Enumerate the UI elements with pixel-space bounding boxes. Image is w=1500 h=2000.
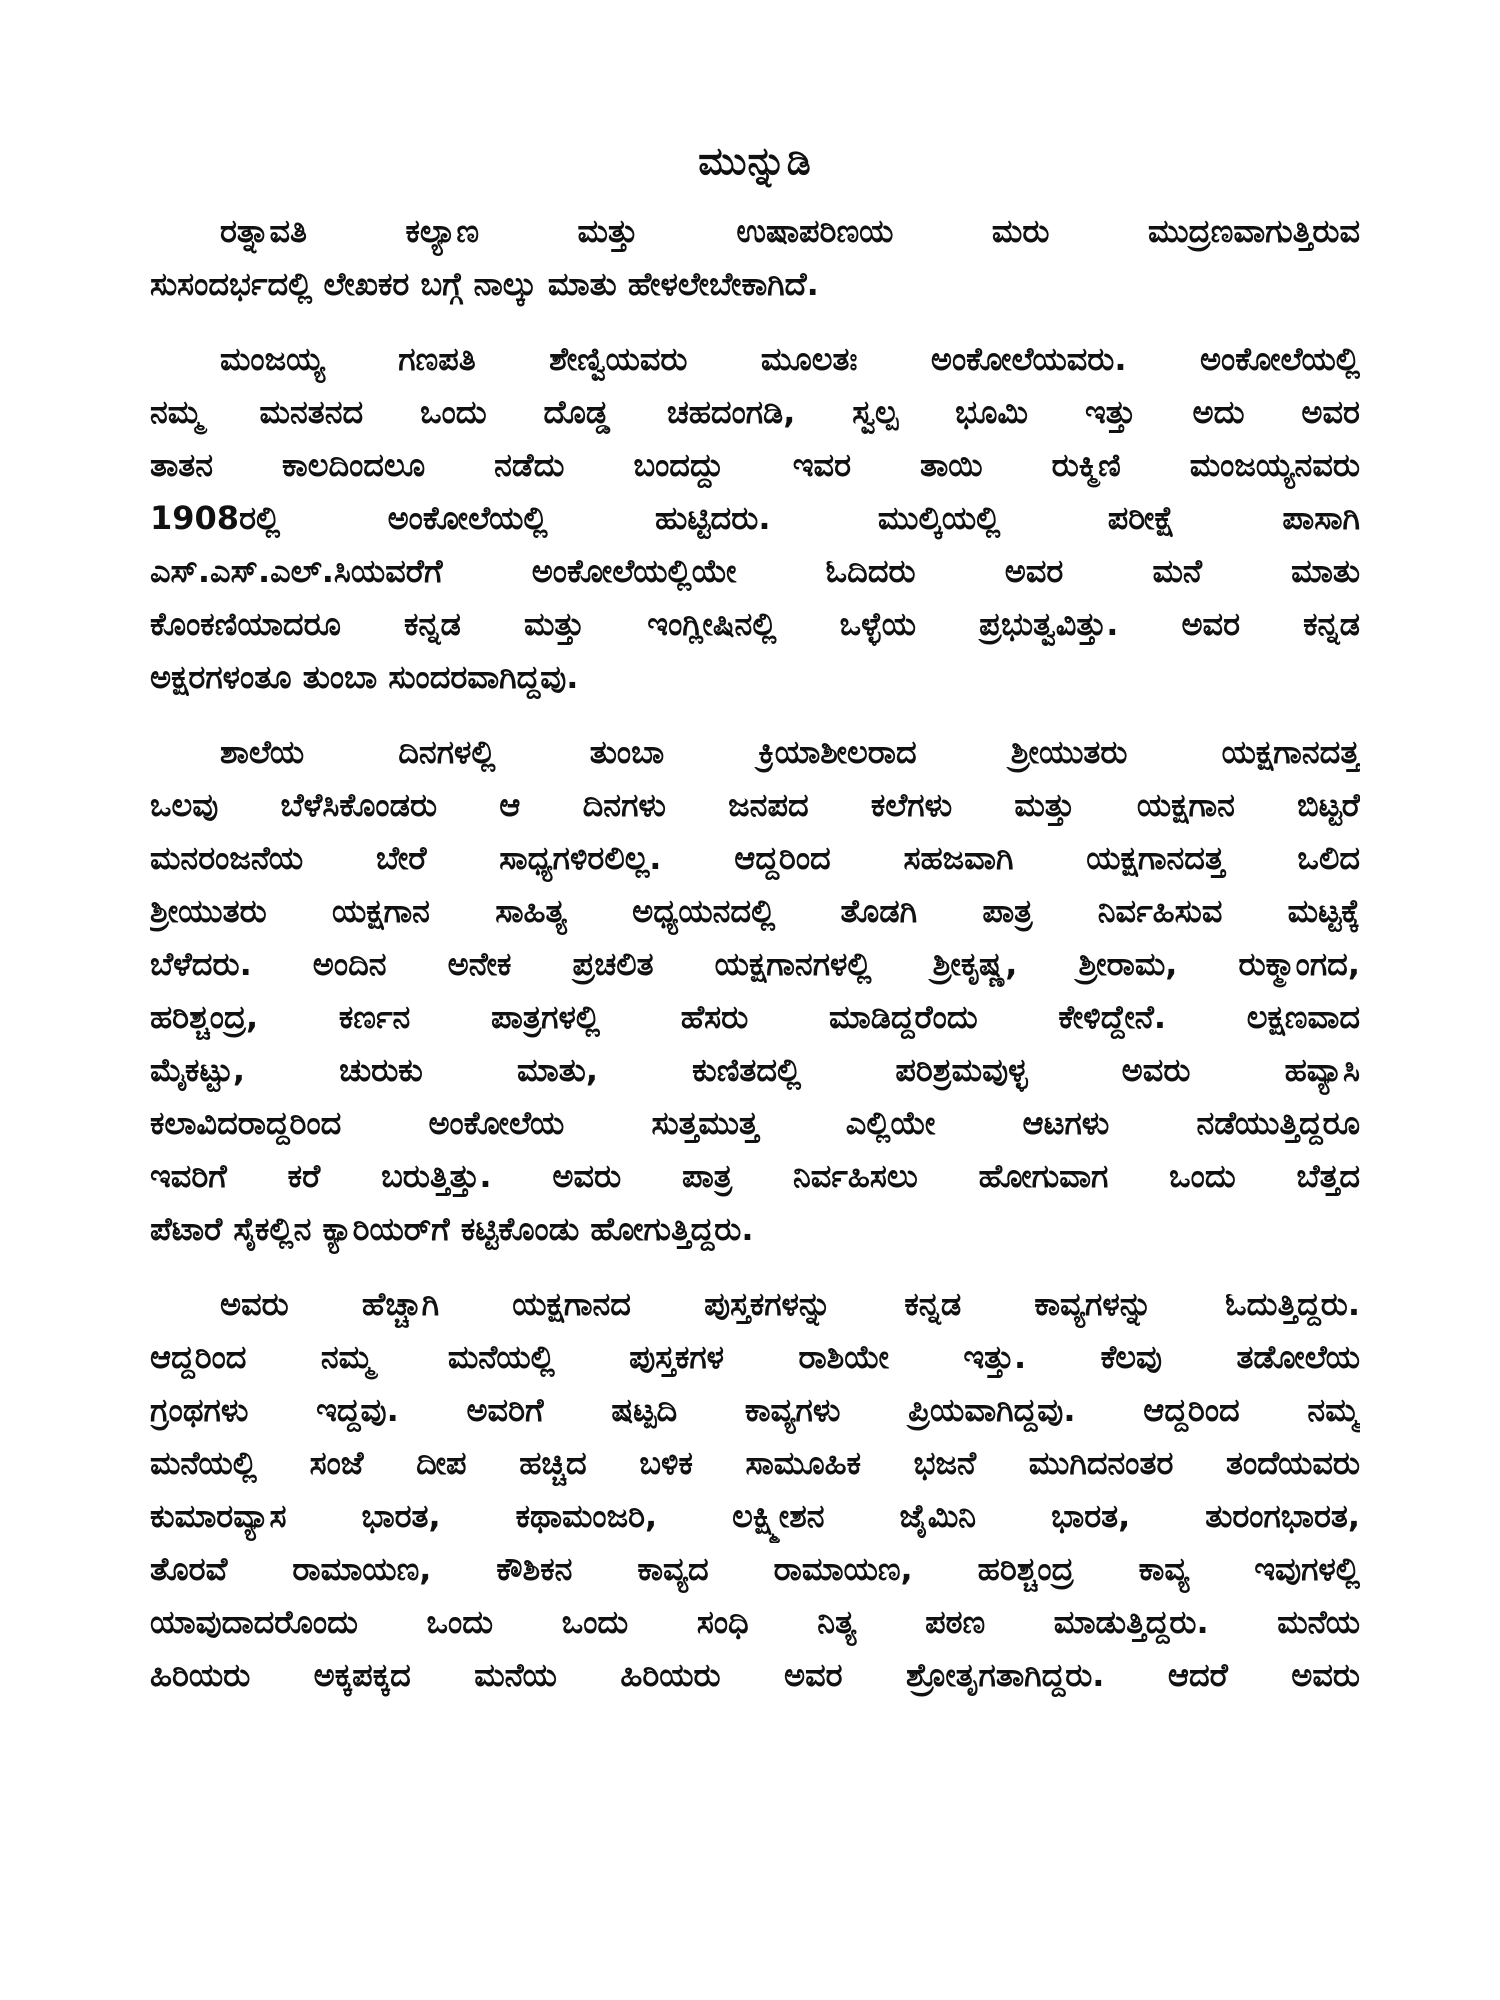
paragraph-1 <box>150 205 1360 311</box>
paragraph-line: ಸುಸಂದರ್ಭದಲ್ಲಿ ಲೇಖಕರ ಬಗ್ಗೆ ನಾಲ್ಕು ಮಾತು ಹೇಳಲೇಬೇಕಾಗಿದೆ. <box>150 265 819 303</box>
paragraph-line: ಇವರಿಗೆ ಕರೆ ಬರುತ್ತಿತ್ತು. ಅವರು ಪಾತ್ರ ನಿರ್ವಹಿಸಲು ಹೋಗುವಾಗ ಒಂದು ಬೆತ್ತದ <box>150 1157 1360 1195</box>
paragraph-line: ಅವರು ಹೆಚ್ಚಾಗಿ ಯಕ್ಷಗಾನದ ಪುಸ್ತಕಗಳನ್ನು ಕನ್ನಡ ಕಾವ್ಯಗಳನ್ನು ಓದುತ್ತಿದ್ದರು. <box>220 1285 1360 1323</box>
paragraph-line: ಶಾಲೆಯ ದಿನಗಳಲ್ಲಿ ತುಂಬಾ ಕ್ರಿಯಾಶೀಲರಾದ ಶ್ರೀಯುತರು ಯಕ್ಷಗಾನದತ್ತ <box>220 733 1360 771</box>
paragraph-line: ಯಾವುದಾದರೊಂದು ಒಂದು ಒಂದು ಸಂಧಿ ನಿತ್ಯ ಪಠಣ ಮಾಡುತ್ತಿದ್ದರು. ಮನೆಯ <box>150 1603 1360 1641</box>
paragraph-line: ಹಿರಿಯರು ಅಕ್ಕಪಕ್ಕದ ಮನೆಯ ಹಿರಿಯರು ಅವರ ಶ್ರೋತೃಗತಾಗಿದ್ದರು. ಆದರೆ ಅವರು <box>150 1656 1360 1694</box>
paragraph-line: ತಾತನ ಕಾಲದಿಂದಲೂ ನಡೆದು ಬಂದದ್ದು ಇವರ ತಾಯಿ ರುಕ್ಮಿಣಿ ಮಂಜಯ್ಯನವರು <box>150 446 1360 484</box>
paragraph-line: ಆದ್ದರಿಂದ ನಮ್ಮ ಮನೆಯಲ್ಲಿ ಪುಸ್ತಕಗಳ ರಾಶಿಯೇ ಇತ್ತು. ಕೆಲವು ತಡೋಲೆಯ <box>150 1338 1360 1376</box>
paragraph-line: ಪೆಟಾರೆ ಸೈಕಲ್ಲಿನ ಕ್ಯಾರಿಯರ್‌ಗೆ ಕಟ್ಟಿಕೊಂಡು ಹೋಗುತ್ತಿದ್ದರು. <box>150 1210 754 1248</box>
paragraph-4 <box>150 1278 1360 1702</box>
paragraph-line: ಮನೆಯಲ್ಲಿ ಸಂಜೆ ದೀಪ ಹಚ್ಚಿದ ಬಳಿಕ ಸಾಮೂಹಿಕ ಭಜನೆ ಮುಗಿದನಂತರ ತಂದೆಯವರು <box>150 1444 1360 1482</box>
paragraph-line: ಎಸ್.ಎಸ್.ಎಲ್.ಸಿಯವರೆಗೆ ಅಂಕೋಲೆಯಲ್ಲಿಯೇ ಓದಿದರು ಅವರ ಮನೆ ಮಾತು <box>150 552 1360 590</box>
paragraph-line: ಕಲಾವಿದರಾದ್ದರಿಂದ ಅಂಕೋಲೆಯ ಸುತ್ತಮುತ್ತ ಎಲ್ಲಿಯೇ ಆಟಗಳು ನಡೆಯುತ್ತಿದ್ದರೂ <box>150 1104 1360 1142</box>
page-content <box>150 135 1360 1724</box>
paragraph-2 <box>150 333 1360 704</box>
paragraph-line: ತೊರವೆ ರಾಮಾಯಣ, ಕೌಶಿಕನ ಕಾವ್ಯದ ರಾಮಾಯಣ, ಹರಿಶ್ಚಂದ್ರ ಕಾವ್ಯ ಇವುಗಳಲ್ಲಿ <box>150 1550 1360 1588</box>
paragraph-line: ಒಲವು ಬೆಳೆಸಿಕೊಂಡರು ಆ ದಿನಗಳು ಜನಪದ ಕಲೆಗಳು ಮತ್ತು ಯಕ್ಷಗಾನ ಬಿಟ್ಟರೆ <box>150 786 1360 824</box>
paragraph-line: ಶ್ರೀಯುತರು ಯಕ್ಷಗಾನ ಸಾಹಿತ್ಯ ಅಧ್ಯಯನದಲ್ಲಿ ತೊಡಗಿ ಪಾತ್ರ ನಿರ್ವಹಿಸುವ ಮಟ್ಟಕ್ಕೆ <box>150 892 1360 930</box>
paragraph-line: ರತ್ನಾವತಿ ಕಲ್ಯಾಣ ಮತ್ತು ಉಷಾಪರಿಣಯ ಮರು ಮುದ್ರಣವಾಗುತ್ತಿರುವ <box>220 212 1360 250</box>
paragraph-line: ಮಂಜಯ್ಯ ಗಣಪತಿ ಶೇಣ್ವಿಯವರು ಮೂಲತಃ ಅಂಕೋಲೆಯವರು. ಅಂಕೋಲೆಯಲ್ಲಿ <box>220 340 1360 378</box>
page-title: ಮುನ್ನುಡಿ <box>698 139 812 183</box>
paragraph-3 <box>150 726 1360 1256</box>
paragraph-line: ಕೊಂಕಣಿಯಾದರೂ ಕನ್ನಡ ಮತ್ತು ಇಂಗ್ಲೀಷಿನಲ್ಲಿ ಒಳ್ಳೆಯ ಪ್ರಭುತ್ವವಿತ್ತು. ಅವರ ಕನ್ನಡ <box>150 605 1360 643</box>
paragraph-line: ಗ್ರಂಥಗಳು ಇದ್ದವು. ಅವರಿಗೆ ಷಟ್ಪದಿ ಕಾವ್ಯಗಳು ಪ್ರಿಯವಾಗಿದ್ದವು. ಆದ್ದರಿಂದ ನಮ್ಮ <box>150 1391 1360 1429</box>
paragraph-line: ಮೈಕಟ್ಟು, ಚುರುಕು ಮಾತು, ಕುಣಿತದಲ್ಲಿ ಪರಿಶ್ರಮವುಳ್ಳ ಅವರು ಹವ್ಯಾಸಿ <box>150 1051 1360 1089</box>
paragraph-line: ಹರಿಶ್ಚಂದ್ರ, ಕರ್ಣನ ಪಾತ್ರಗಳಲ್ಲಿ ಹೆಸರು ಮಾಡಿದ್ದರೆಂದು ಕೇಳಿದ್ದೇನೆ. ಲಕ್ಷಣವಾದ <box>150 998 1360 1036</box>
paragraph-line: ಅಕ್ಷರಗಳಂತೂ ತುಂಬಾ ಸುಂದರವಾಗಿದ್ದವು. <box>150 658 579 696</box>
paragraph-line: 1908ರಲ್ಲಿ ಅಂಕೋಲೆಯಲ್ಲಿ ಹುಟ್ಟಿದರು. ಮುಲ್ಕಿಯಲ್ಲಿ ಪರೀಕ್ಷೆ ಪಾಸಾಗಿ <box>150 499 1360 537</box>
paragraph-line: ಕುಮಾರವ್ಯಾಸ ಭಾರತ, ಕಥಾಮಂಜರಿ, ಲಕ್ಷ್ಮೀಶನ ಜೈಮಿನಿ ಭಾರತ, ತುರಂಗಭಾರತ, <box>150 1497 1360 1535</box>
paragraph-line: ನಮ್ಮ ಮನತನದ ಒಂದು ದೊಡ್ಡ ಚಹದಂಗಡಿ, ಸ್ವಲ್ಪ ಭೂಮಿ ಇತ್ತು ಅದು ಅವರ <box>150 393 1360 431</box>
paragraph-line: ಮನರಂಜನೆಯ ಬೇರೆ ಸಾಧ್ಯಗಳಿರಲಿಲ್ಲ. ಆದ್ದರಿಂದ ಸಹಜವಾಗಿ ಯಕ್ಷಗಾನದತ್ತ ಒಲಿದ <box>150 839 1360 877</box>
paragraph-line: ಬೆಳೆದರು. ಅಂದಿನ ಅನೇಕ ಪ್ರಚಲಿತ ಯಕ್ಷಗಾನಗಳಲ್ಲಿ ಶ್ರೀಕೃಷ್ಣ, ಶ್ರೀರಾಮ, ರುಕ್ಮಾಂಗದ, <box>150 945 1360 983</box>
